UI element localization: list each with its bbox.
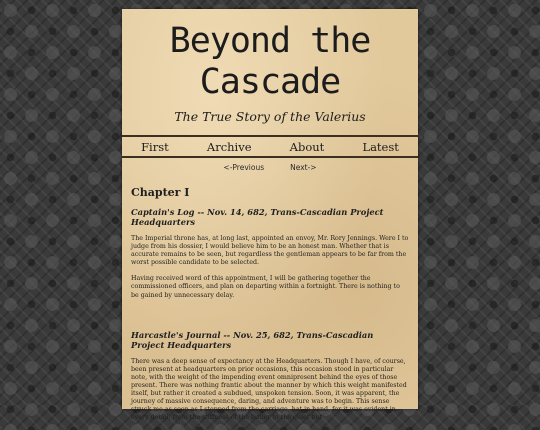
nav-archive-link[interactable]: Archive	[206, 139, 252, 154]
story-content	[131, 186, 409, 430]
site-subtitle: The True Story of the Valerius	[174, 109, 366, 124]
nav-first-link[interactable]: First	[141, 139, 169, 154]
comic-page	[122, 9, 418, 422]
previous-link[interactable]: <-Previous	[223, 163, 265, 172]
site-title-line2: Cascade	[199, 62, 341, 102]
entry-paragraph: Having received word of this appointment, I will be gathering together the commissioned officers, and plan on departing within a fortnight. There is nothing to be gained by unnecessary delay.	[131, 275, 400, 299]
main-nav	[122, 135, 418, 158]
chapter-heading: Chapter I	[131, 186, 190, 199]
entry-spacer	[131, 308, 409, 330]
page-pager	[122, 163, 418, 172]
site-title-line1: Beyond the	[169, 21, 371, 61]
entry-paragraph: There was a deep sense of expectancy at the Headquarters. Though I have, of course, been present at headquarters on prior occasions, this occasion stood in particular note, with the weight of the impending event omnipresent behind the eyes of those present. There was nothing frantic about the manner by which this weight manifested itself, but rather it created a subdued, unspoken tension. Soon, it was apparent, the journey of massive consequence, daring, and adventure was to begin. This sense struck me as soon as I stepped from the carriage, hat in hand, for it was evident in every detail, from the stiffness of the butler to the quiet but	[131, 357, 407, 422]
nav-latest-link[interactable]: Latest	[362, 139, 399, 154]
nav-about-link[interactable]: About	[289, 139, 325, 154]
entry-heading: Harcastle's Journal -- Nov. 25, 682, Trans-Cascadian Project Headquarters	[131, 329, 374, 350]
entry-paragraph: The Imperial throne has, at long last, appointed an envoy, Mr. Rory Jennings. Were I to judge from his dossier, I would believe him to be an honest man. Whether that is accurate remains to be seen, but regardless the gentleman appears to be far from the worst possible candidate to be selected.	[131, 235, 409, 267]
entry-heading: Captain's Log -- Nov. 14, 682, Trans-Cascadian Project Headquarters	[131, 207, 384, 227]
next-link[interactable]: Next->	[290, 163, 317, 172]
